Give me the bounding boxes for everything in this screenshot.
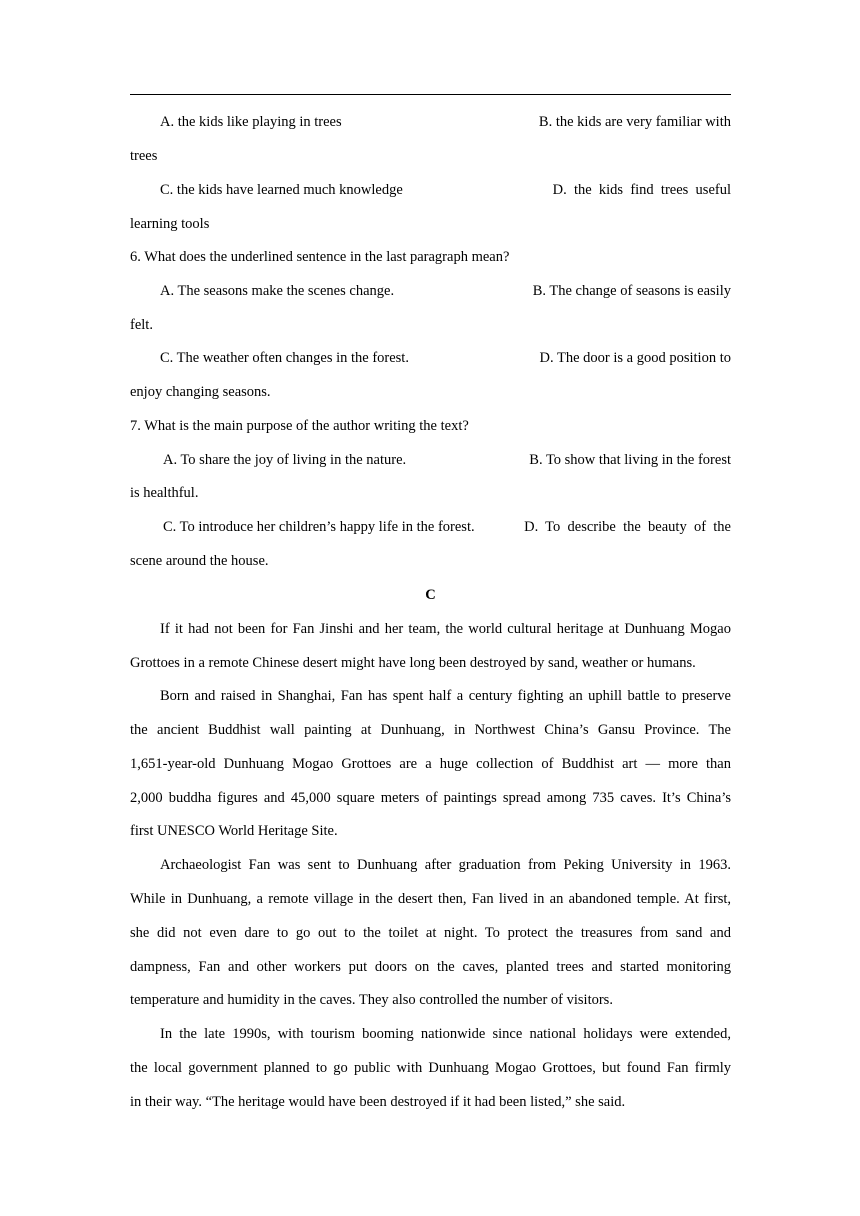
q7-options-row-2: [163, 518, 731, 536]
passage-p3-line-2: While in Dunhuang, a remote village in the desert then, Fan lived in an abandoned temple. At first,: [130, 891, 731, 907]
q7-option-b: B. To show that living in the forest: [529, 452, 731, 468]
passage-p1-line-1: If it had not been for Fan Jinshi and her team, the world cultural heritage at Dunhuang Mogao: [160, 621, 731, 637]
q5-options-row-1: [160, 113, 731, 131]
q6-options-row-1: [160, 282, 731, 300]
passage-p4-line-2: the local government planned to go public with Dunhuang Mogao Grottoes, but found Fan firmly: [130, 1060, 731, 1076]
passage-p2-line-1: Born and raised in Shanghai, Fan has spent half a century fighting an uphill battle to preserve: [160, 688, 731, 704]
q5-option-d-continuation: learning tools: [130, 216, 210, 232]
q7-option-a: A. To share the joy of living in the nature.: [163, 452, 407, 468]
passage-p1-line-2: Grottoes in a remote Chinese desert might have long been destroyed by sand, weather or humans.: [130, 655, 696, 671]
q6-option-d: D. The door is a good position to: [539, 350, 731, 366]
q7-option-d-continuation: scene around the house.: [130, 553, 269, 569]
q6-option-d-continuation: enjoy changing seasons.: [130, 384, 271, 400]
q6-option-a: A. The seasons make the scenes change.: [160, 283, 395, 299]
passage-p4-line-3: in their way. “The heritage would have been destroyed if it had been listed,” she said.: [130, 1094, 626, 1110]
passage-p2-line-3: 1,651-year-old Dunhuang Mogao Grottoes are a huge collection of Buddhist art — more than: [130, 756, 731, 772]
passage-p2-line-2: the ancient Buddhist wall painting at Dunhuang, in Northwest China’s Gansu Province. The: [130, 722, 731, 738]
q5-options-row-2: [160, 181, 731, 199]
header-rule: [130, 94, 731, 95]
q5-option-a: A. the kids like playing in trees: [160, 114, 342, 130]
q7-option-d: D. To describe the beauty of the: [524, 519, 731, 535]
q5-option-d: D. the kids find trees useful: [552, 182, 731, 198]
q7-option-b-continuation: is healthful.: [130, 485, 199, 501]
q7-options-row-1: [163, 451, 731, 469]
q5-option-c: C. the kids have learned much knowledge: [160, 182, 403, 198]
passage-p3-line-5: temperature and humidity in the caves. They also controlled the number of visitors.: [130, 992, 613, 1008]
q7-option-c: C. To introduce her children’s happy life in the forest.: [163, 519, 475, 535]
passage-p3-line-1: Archaeologist Fan was sent to Dunhuang after graduation from Peking University in 1963.: [160, 857, 731, 873]
passage-p3-line-3: she did not even dare to go out to the toilet at night. To protect the treasures from sand and: [130, 925, 731, 941]
q6-option-b: B. The change of seasons is easily: [532, 283, 731, 299]
passage-p2-line-5: first UNESCO World Heritage Site.: [130, 823, 338, 839]
passage-p2-line-4: 2,000 buddha figures and 45,000 square meters of paintings spread among 735 caves. It’s China’s: [130, 790, 731, 806]
q5-option-b: B. the kids are very familiar with: [538, 114, 731, 130]
q7-stem: 7. What is the main purpose of the author writing the text?: [130, 418, 469, 434]
q6-option-b-continuation: felt.: [130, 317, 153, 333]
passage-p3-line-4: dampness, Fan and other workers put doors on the caves, planted trees and started monitoring: [130, 959, 731, 975]
q6-option-c: C. The weather often changes in the forest.: [160, 350, 409, 366]
passage-p4-line-1: In the late 1990s, with tourism booming nationwide since national holidays were extended,: [160, 1026, 731, 1042]
q5-option-b-continuation: trees: [130, 148, 158, 164]
q6-options-row-2: [160, 349, 731, 367]
q6-stem: 6. What does the underlined sentence in the last paragraph mean?: [130, 249, 510, 265]
section-heading: C: [425, 587, 436, 603]
